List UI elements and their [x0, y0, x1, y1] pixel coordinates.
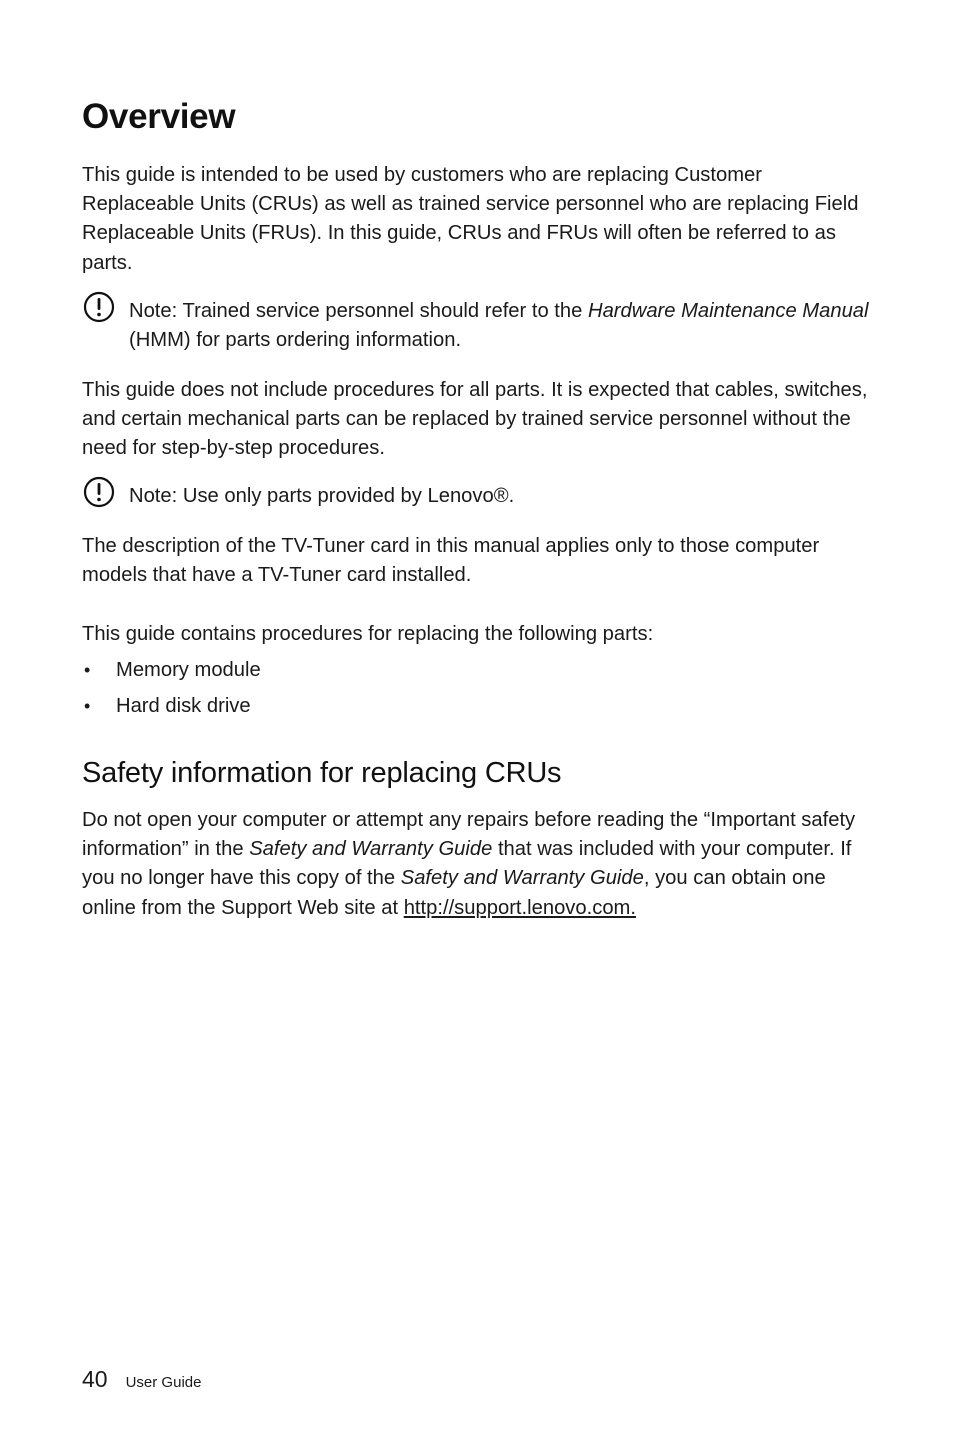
page-footer [82, 1366, 201, 1393]
footer-label: User Guide [125, 1374, 202, 1391]
note-hmm-text [129, 297, 872, 355]
part-label: Memory module [116, 659, 261, 681]
page-number: 40 [82, 1366, 108, 1392]
safety-text-2: that was included with your computer. If you no longer have this copy of the [82, 838, 852, 890]
parts-list [82, 656, 872, 728]
list-item [82, 656, 872, 692]
list-item [82, 692, 872, 728]
safety-guide-title: Safety and Warranty Guide [249, 838, 493, 861]
safety-heading: Safety information for replacing CRUs [82, 757, 562, 789]
tv-tuner-paragraph: The description of the TV-Tuner card in this manual applies only to those computer models that have a TV-Tuner card installed. [82, 535, 820, 587]
part-label: Hard disk drive [116, 695, 251, 717]
exclamation-circle-icon [83, 476, 115, 508]
safety-text-3: , you can obtain one online from the Support Web site at [82, 867, 826, 919]
note-lenovo-body: Use only parts provided by Lenovo®. [177, 485, 515, 507]
note-label: Note: [129, 300, 178, 322]
note-hmm [82, 297, 872, 355]
note-label: Note: [129, 485, 178, 507]
support-link[interactable]: http://support.lenovo.com. [403, 896, 636, 919]
bullet-icon: • [84, 660, 91, 680]
hmm-title: Hardware Maintenance Manual [587, 300, 869, 322]
bullet-icon: • [84, 696, 91, 716]
safety-text-1: Do not open your computer or attempt any repairs before reading the “Important safety information” in the [82, 809, 856, 861]
intro-paragraph: This guide is intended to be used by customers who are replacing Customer Replaceable Units (CRUs) as well as trained service personnel who are replacing Field Replaceable Units (FRUs). In this guide, CRUs and FRUs will often be referred to as parts. [82, 164, 859, 274]
note-lenovo-text [129, 482, 872, 511]
page-title: Overview [82, 97, 236, 136]
exclamation-circle-icon [83, 291, 115, 323]
procedures-paragraph: This guide does not include procedures for all parts. It is expected that cables, switches, and certain mechanical parts can be replaced by trained service personnel without the need for step-by-step procedures. [82, 379, 868, 460]
parts-intro-paragraph: This guide contains procedures for replacing the following parts: [82, 623, 654, 645]
note-hmm-before: Trained service personnel should refer to the [177, 300, 588, 322]
note-hmm-after: (HMM) for parts ordering information. [129, 329, 462, 352]
note-lenovo-parts [82, 482, 872, 511]
safety-guide-title: Safety and Warranty Guide [400, 867, 644, 890]
safety-paragraph [82, 806, 872, 923]
